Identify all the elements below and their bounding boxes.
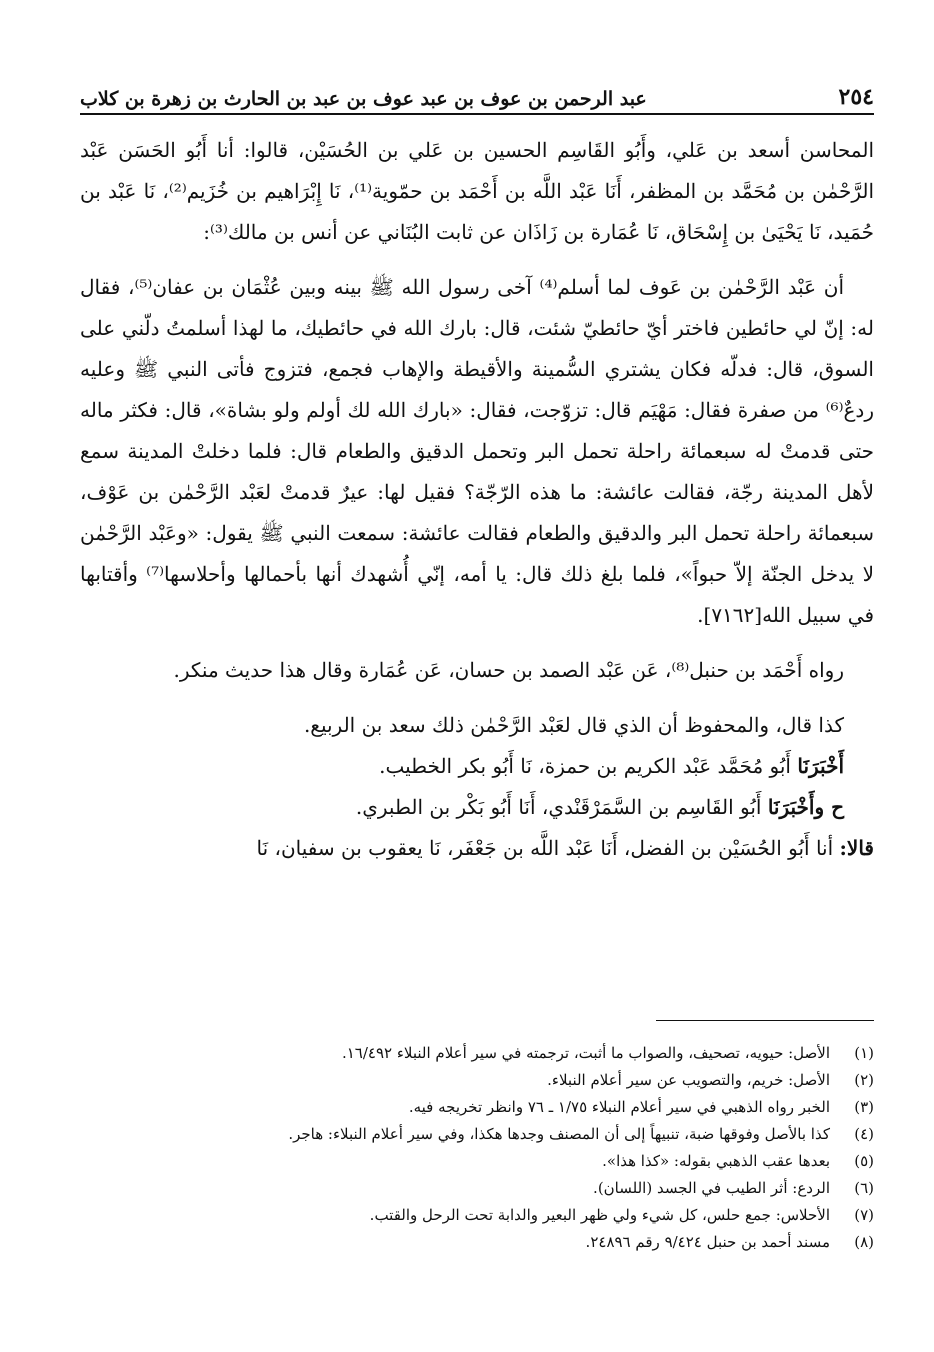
paragraph-qala <box>80 828 874 869</box>
qala-lead: قالا: <box>839 836 874 860</box>
paragraph-isnad: المحاسن أسعد بن عَلي، وأَبُو القَاسِم الحسين بن عَلي بن الحُسَيْن، قالوا: أنا أَبُو الحَسَن عَبْد الرَّحْمٰن بن مُحَمَّد بن المظفر، أَنَا عَبْد اللَّه بن أَحْمَد بن حمّوية⁽¹⁾، نَا إِبْرَاهيم بن خُزَيم⁽²⁾، نَا عَبْد بن حُمَيد، نَا يَحْيَىٰ بن إِسْحَاق، نَا عُمَارة بن زَاذَان عن ثابت البُنَاني عن أنس بن مالك⁽³⁾: <box>80 138 874 244</box>
footnote-text: الأصل: خريم، والتصويب عن سير أعلام النبلاء. <box>547 1071 830 1089</box>
footnote <box>80 1040 874 1067</box>
footnote-number: (٨) <box>854 1233 874 1251</box>
footnote-number: (٧) <box>854 1206 874 1224</box>
footnote-text: الردع: أثر الطيب في الجسد (اللسان). <box>593 1179 830 1197</box>
running-title: عبد الرحمن بن عوف بن عبد عوف بن عبد بن الحارث بن زهرة بن كلاب <box>80 88 647 110</box>
footnote-number: (٥) <box>854 1152 874 1170</box>
paragraph-akhbarana-1 <box>80 746 874 787</box>
footnote-number: (٦) <box>854 1179 874 1197</box>
footnote-rule <box>656 1020 874 1021</box>
main-text <box>80 130 874 869</box>
footnote-number: (٣) <box>854 1098 874 1116</box>
footnote-text: كذا بالأصل وفوقها ضبة، تنبيهاً إلى أن المصنف وجدها هكذا، وفي سير أعلام النبلاء: هاجر. <box>288 1125 830 1143</box>
akhbarana-lead: أَخْبَرَنَا <box>797 754 844 778</box>
footnotes <box>80 1040 874 1256</box>
akhbarana-text: أَبُو مُحَمَّد عَبْد الكريم بن حمزة، نَا أَبُو بكر الخطيب. <box>379 754 798 778</box>
paragraph-akhbarana-2 <box>80 787 874 828</box>
footnote-text: بعدها عقب الذهبي بقوله: «كذا هذا». <box>602 1152 830 1170</box>
footnote-text: الأصل: حيويه، تصحيف، والصواب ما أثبت، ترجمته في سير أعلام النبلاء ١٦/٤٩٢. <box>341 1044 830 1062</box>
footnote-number: (٤) <box>854 1125 874 1143</box>
page-number: ٢٥٤ <box>838 84 874 110</box>
footnote <box>80 1094 874 1121</box>
qala-text: أنا أَبُو الحُسَيْن بن الفضل، أَنَا عَبْد اللَّه بن جَعْفَر، نَا يعقوب بن سفيان، نَا <box>256 836 840 860</box>
page-header <box>80 80 874 110</box>
akhbarana-text-2: أَبُو القَاسِم بن السَّمَرْقَنْدي، أَنَا أَبُو بَكْر بن الطبري. <box>355 795 768 819</box>
footnote-text: الخبر رواه الذهبي في سير أعلام النبلاء ١/٧٥ ـ ٧٦ وانظر تخريجه فيه. <box>408 1098 830 1116</box>
footnote-text: الأحلاس: جمع حلس، كل شيء ولي ظهر البعير والدابة تحت الرحل والقتب. <box>369 1206 830 1224</box>
akhbarana-lead-2: ح وأَخْبَرَنَا <box>767 795 844 819</box>
footnote <box>80 1067 874 1094</box>
footnote <box>80 1148 874 1175</box>
footnote-text: مسند أحمد بن حنبل ٩/٤٢٤ رقم ٢٤٨٩٦. <box>585 1233 830 1251</box>
footnote <box>80 1202 874 1229</box>
paragraph-note: كذا قال، والمحفوظ أن الذي قال لعَبْد الرَّحْمٰن ذلك سعد بن الربيع. <box>303 713 844 737</box>
footnote-number: (٢) <box>854 1071 874 1089</box>
footnote <box>80 1229 874 1256</box>
footnote <box>80 1121 874 1148</box>
paragraph-riwaya: رواه أَحْمَد بن حنبل⁽⁸⁾، عَن عَبْد الصمد بن حسان، عَن عُمَارة وقال هذا حديث منكر. <box>173 658 844 682</box>
footnote <box>80 1175 874 1202</box>
header-rule <box>80 113 874 115</box>
footnote-number: (١) <box>854 1044 874 1062</box>
paragraph-hadith: أن عَبْد الرَّحْمٰن بن عَوف لما أسلم⁽⁴⁾ آخى رسول الله ﷺ بينه وبين عُثْمَان بن عفان⁽⁵⁾، فقال له: إنّ لي حائطين فاختر أيّ حائطيّ شئت، قال: بارك الله في حائطيك، ما لهذا أسلمتُ دلّني على السوق، قال: فدلّه فكان يشتري السُّمينة والأقيطة والإهاب فجمع، فتزوج فأتى النبي ﷺ وعليه ردعٌ⁽⁶⁾ من صفرة فقال: مَهْيَم قال: تزوّجت، فقال: «بارك الله لك أولم ولو بشاة»، قال: فكثر ماله حتى قدمتْ له سبعمائة راحلة تحمل البر وتحمل الدقيق والطعام قال: فلما دخلتْ المدينة سمع لأهل المدينة رجّة، فقالت عائشة: ما هذه الرّجّة؟ فقيل لها: عيرٌ قدمتْ لعَبْد الرَّحْمٰن بن عَوْف، سبعمائة راحلة تحمل البر والدقيق والطعام فقالت عائشة: سمعت النبي ﷺ يقول: «وعَبْد الرَّحْمٰن لا يدخل الجنّة إلاّ حبواً»، فلما بلغ ذلك قال: يا أمه، إنّي أُشهدك أنها بأحمالها وأحلاسها⁽⁷⁾ وأقتابها في سبيل الله[٧١٦٢]. <box>80 275 875 627</box>
